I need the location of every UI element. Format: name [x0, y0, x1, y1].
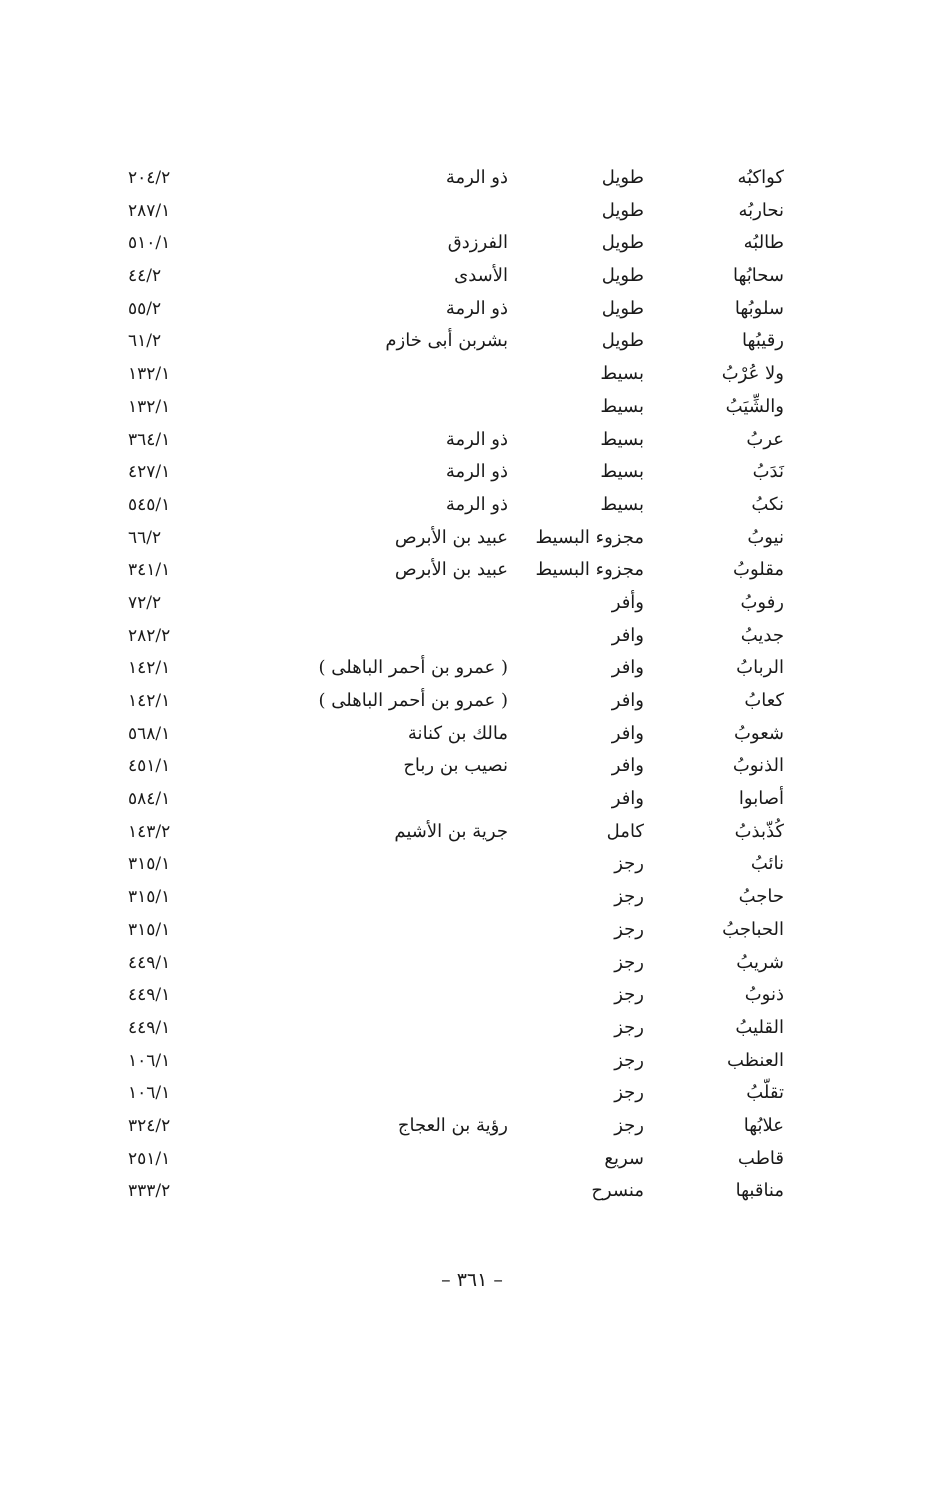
- page-reference: ٣١٥/١: [128, 854, 171, 875]
- poet: ذو الرمة: [445, 297, 508, 319]
- table-row: [0, 881, 944, 914]
- meter: وافر: [611, 755, 644, 777]
- rhyme-word: كواكبُه: [737, 167, 784, 188]
- meter: بسيط: [600, 428, 644, 450]
- rhyme-word: شعوبُ: [733, 722, 784, 744]
- rhyme-word: حاجبُ: [738, 886, 784, 908]
- table-row: [0, 783, 944, 816]
- page-reference: ٥٨٤/١: [128, 789, 171, 810]
- page-reference: ٣١٥/١: [128, 919, 171, 940]
- poet: ذو الرمة: [445, 461, 508, 483]
- rhyme-word: والشِّيَبُ: [725, 395, 784, 417]
- meter: وافر: [611, 788, 644, 810]
- meter: رجز: [614, 1114, 644, 1136]
- table-row: [0, 489, 944, 522]
- poet: ذو الرمة: [445, 167, 508, 188]
- rhyme-word: سحابُها: [733, 265, 784, 287]
- page-reference: ١٤٢/١: [128, 658, 171, 679]
- meter: طويل: [601, 297, 644, 319]
- table-row: [0, 227, 944, 260]
- table-row: [0, 1110, 944, 1143]
- table-row: [0, 424, 944, 457]
- page-reference: ٦٦/٢: [128, 527, 162, 548]
- table-row: [0, 718, 944, 751]
- poet: ( عمرو بن أحمر الباهلى ): [318, 657, 508, 679]
- page-reference: ٣٦٤/١: [128, 429, 171, 450]
- page-reference: ٣٤١/١: [128, 560, 171, 581]
- verse-index-table: [0, 162, 944, 1208]
- rhyme-word: جديبُ: [740, 624, 784, 646]
- rhyme-word: الذنوبُ: [732, 755, 784, 777]
- page-reference: ١٣٢/١: [128, 364, 171, 385]
- meter: وافر: [611, 722, 644, 744]
- table-row: [0, 522, 944, 555]
- rhyme-word: تقلّبُ: [746, 1082, 784, 1104]
- page-reference: ١٠٦/١: [128, 1050, 171, 1071]
- page-reference: ٤٢٧/١: [128, 462, 171, 483]
- meter: بسيط: [600, 461, 644, 483]
- table-row: [0, 162, 944, 195]
- rhyme-word: قاطب: [737, 1147, 784, 1169]
- rhyme-word: ذنوبُ: [744, 984, 784, 1006]
- meter: طويل: [601, 265, 644, 287]
- page-reference: ٤٤٩/١: [128, 985, 171, 1006]
- table-row: [0, 979, 944, 1012]
- table-row: [0, 848, 944, 881]
- page-reference: ٣١٥/١: [128, 887, 171, 908]
- table-row: [0, 1077, 944, 1110]
- table-row: [0, 620, 944, 653]
- rhyme-word: كُذّبذبُ: [734, 820, 784, 842]
- rhyme-word: العنظب: [726, 1049, 784, 1071]
- table-row: [0, 358, 944, 391]
- meter: رجز: [614, 1082, 644, 1104]
- rhyme-word: رفوبُ: [740, 591, 784, 613]
- meter: طويل: [601, 167, 644, 188]
- rhyme-word: نكبُ: [751, 493, 784, 515]
- table-row: [0, 914, 944, 947]
- page-reference: ٤٤/٢: [128, 266, 162, 287]
- meter: سريع: [604, 1147, 644, 1169]
- meter: وافر: [611, 690, 644, 711]
- meter: وافر: [611, 657, 644, 679]
- table-row: [0, 947, 944, 980]
- meter: مجزوء البسيط: [535, 526, 644, 548]
- page-reference: ٦١/٢: [128, 331, 162, 352]
- rhyme-word: رقيبُها: [742, 330, 784, 352]
- poet: نصيب بن رباح: [403, 755, 508, 777]
- rhyme-word: شريبُ: [736, 951, 784, 973]
- meter: مجزوء البسيط: [535, 559, 644, 581]
- page-reference: ٥٤٥/١: [128, 494, 171, 515]
- page-reference: ٢٥١/١: [128, 1148, 171, 1169]
- poet: عبيد بن الأبرص: [394, 526, 508, 548]
- meter: رجز: [614, 918, 644, 940]
- meter: طويل: [601, 199, 644, 221]
- poet: الأسدى: [454, 265, 508, 287]
- page-reference: ٤٥١/١: [128, 756, 171, 777]
- table-row: [0, 1012, 944, 1045]
- meter: رجز: [614, 886, 644, 908]
- poet: مالك بن كنانة: [407, 722, 508, 744]
- table-row: [0, 1175, 944, 1208]
- page-reference: ١٤٢/١: [128, 691, 171, 711]
- page-reference: ٥٥/٢: [128, 298, 162, 319]
- poet: عبيد بن الأبرص: [394, 559, 508, 581]
- page-reference: ١٤٣/٢: [128, 821, 171, 842]
- table-row: [0, 1045, 944, 1078]
- meter: بسيط: [600, 493, 644, 515]
- page-reference: ٢٠٤/٢: [128, 168, 171, 188]
- poet: رؤية بن العجاج: [397, 1114, 508, 1136]
- rhyme-word: الربابُ: [736, 657, 784, 679]
- page-reference: ٢٨٧/١: [128, 200, 171, 221]
- table-row: [0, 260, 944, 293]
- page-reference: ٢٨٢/٢: [128, 625, 171, 646]
- page-reference: ٣٣٣/٢: [128, 1181, 171, 1202]
- meter: رجز: [614, 984, 644, 1006]
- rhyme-word: نيوبُ: [747, 526, 784, 548]
- rhyme-word: سلوبُها: [734, 297, 784, 319]
- table-row: [0, 293, 944, 326]
- meter: بسيط: [600, 363, 644, 385]
- poet: بشربن أبى خازم: [385, 330, 508, 352]
- poet: جرية بن الأشيم: [394, 820, 508, 842]
- table-row: [0, 685, 944, 718]
- meter: رجز: [614, 1049, 644, 1071]
- rhyme-word: عربُ: [746, 428, 784, 450]
- page-reference: ١٣٢/١: [128, 396, 171, 417]
- meter: كامل: [606, 820, 644, 842]
- meter: رجز: [614, 853, 644, 875]
- rhyme-word: نَدَبُ: [752, 461, 784, 483]
- meter: رجز: [614, 951, 644, 973]
- rhyme-word: ولا عُرْبُ: [721, 363, 784, 385]
- table-row: [0, 554, 944, 587]
- table-row: [0, 456, 944, 489]
- table-row: [0, 652, 944, 685]
- page-reference: ٧٢/٢: [128, 592, 162, 613]
- page-reference: ٥١٠/١: [128, 233, 171, 254]
- page-reference: ٤٤٩/١: [128, 1017, 171, 1038]
- rhyme-word: كعابُ: [744, 690, 784, 711]
- meter: بسيط: [600, 395, 644, 417]
- page-reference: ٤٤٩/١: [128, 952, 171, 973]
- rhyme-word: الحباجبُ: [722, 918, 784, 940]
- rhyme-word: نائبُ: [750, 853, 784, 875]
- rhyme-word: مناقبها: [735, 1180, 784, 1202]
- page-reference: ٣٢٤/٢: [128, 1115, 171, 1136]
- poet: ذو الرمة: [445, 428, 508, 450]
- rhyme-word: القليبُ: [735, 1016, 784, 1038]
- meter: طويل: [601, 232, 644, 254]
- meter: منسرح: [591, 1180, 644, 1202]
- rhyme-word: طالبُه: [743, 232, 784, 254]
- poet: ذو الرمة: [445, 493, 508, 515]
- rhyme-word: أصابوا: [738, 788, 784, 810]
- rhyme-word: مقلوبُ: [733, 559, 784, 581]
- table-row: [0, 750, 944, 783]
- table-row: [0, 195, 944, 228]
- rhyme-word: علابُها: [743, 1114, 784, 1136]
- meter: رجز: [614, 1016, 644, 1038]
- poet: ( عمرو بن أحمر الباهلى ): [318, 690, 508, 711]
- table-row: [0, 816, 944, 849]
- meter: وأفر: [611, 591, 644, 613]
- poet: الفرزدق: [447, 232, 508, 254]
- rhyme-word: نحاربُه: [738, 199, 784, 221]
- table-row: [0, 391, 944, 424]
- table-row: [0, 1143, 944, 1176]
- page-number: – ٣٦١ –: [441, 1269, 503, 1291]
- meter: وافر: [611, 624, 644, 646]
- page-reference: ١٠٦/١: [128, 1083, 171, 1104]
- page-reference: ٥٦٨/١: [128, 723, 171, 744]
- meter: طويل: [601, 330, 644, 352]
- table-row: [0, 587, 944, 620]
- table-row: [0, 325, 944, 358]
